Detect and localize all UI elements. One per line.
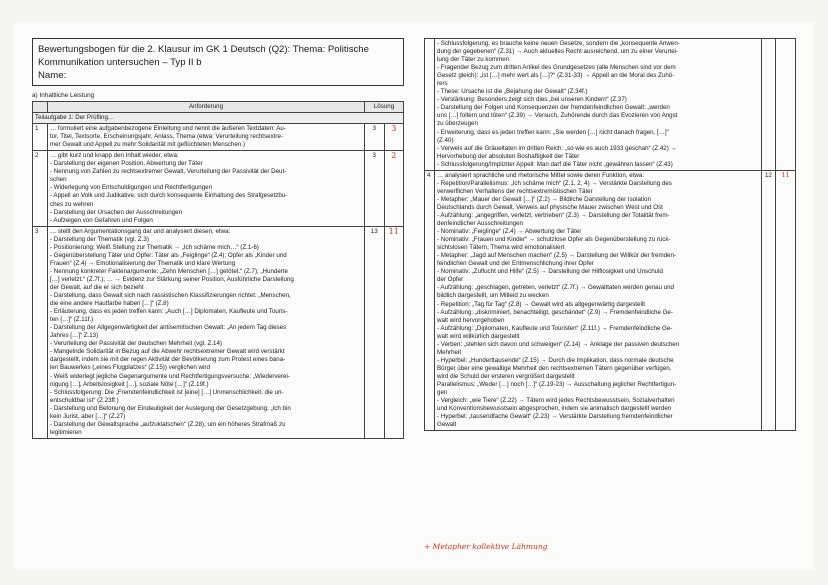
description-line: - Verurteilung der Passivität der deutschen Mehrheit (vgl. Z.14) — [50, 340, 222, 348]
title-line-2: Kommunikation untersuchen – Typ II b — [38, 57, 202, 68]
max-points — [762, 39, 776, 171]
description-line: nigung […], Arbeitslosigkeit […], soziale Nöte […]“ (Z.19f.) — [50, 380, 209, 388]
row-number: 4 — [425, 170, 435, 431]
description-line: Bürger über eine gewaltige Mehrheit den rechtsextremen Tätern gegenüber verfügen, — [437, 364, 672, 372]
max-points: 12 — [762, 170, 776, 431]
header-requirement: Anforderung — [48, 102, 365, 113]
title-box — [32, 38, 404, 86]
description-line: - Metapher: „Mauer der Gewalt […]“ (Z.2) → Bildliche Darstellung der Isolation — [437, 195, 651, 203]
grading-row — [425, 39, 796, 171]
title-line-1: Bewertungsbogen für die 2. Klausur im GK 1 Deutsch (Q2): Thema: Politische — [38, 44, 369, 55]
description-line: […] verletzt.“ (Z.7f.); … → Evidenz zur Stärkung seiner Position, Ausführliche Darstellung — [50, 275, 294, 283]
description-line: - Darstellung, dass Gewalt sich nach rassistischen Klassifizierungen richtet: „Menschen, — [50, 292, 291, 300]
max-points: 13 — [365, 226, 385, 438]
description-line: schen — [50, 176, 67, 184]
header-solution: Lösung — [365, 102, 404, 113]
max-points: 3 — [365, 151, 385, 226]
description-line: - Nominativ: „Zuflucht und Hilfe“ (Z.5) → Darstellung der Hilflosigkeit und Unschuld — [437, 268, 663, 276]
description-line: feindlichen Gewalt und der Entmenschlichung ihrer Opfer — [437, 260, 594, 268]
description-line: - Aufzählung: „geschlagen, getreten, verletzt“ (Z.7f.) → Gewalttaten werden genau und — [437, 284, 674, 292]
description-line: dargestellt, indem sie mit der regen Aktivität der Bevölkerung zum Protest eines bana- — [50, 356, 286, 364]
left-rows — [33, 124, 404, 439]
row-number: 1 — [33, 124, 48, 151]
description-line: Mehrheit — [437, 348, 462, 356]
name-label: Name: — [38, 70, 67, 81]
right-rows — [425, 39, 796, 431]
description-line: - Gegenüberstellung Täter und Opfer: Täter als „Feiglinge“ (Z.4); Opfer als „Kinder und — [50, 251, 287, 259]
description-line: - Widerlegung von Entschuldigungen und Rechtfertigungen — [50, 184, 213, 192]
row-number: 3 — [33, 226, 48, 438]
description-line: - Aufzählung: „angegriffen, verletzt, vertrieben“ (Z.3) → Darstellung der Totalität frem- — [437, 211, 670, 219]
description-line: - Hyperbel: „Hunderttausende“ (Z.15) → Durch die Implikation, dass normale deutsche — [437, 356, 674, 364]
description-line: - Erweiterung, dass es jeden treffen kann: „Sie werden […] nicht danach fragen, […]“ — [437, 128, 669, 136]
grading-row — [33, 124, 404, 151]
description-line: - Darstellung der Folgen und Konsequenzen der fremdenfeindlichen Gewalt: „werden — [437, 104, 670, 112]
description-line: - Positionierung: Weiß Stellung zur Thematik → „Ich schäme mich…“ (Z.1-6) — [50, 243, 259, 251]
description-line: - Aufzählung: „Diplomaten, Kaufleute und Touristen“ (Z.11f.) → Fremdenfeindliche Ge- — [437, 324, 673, 332]
awarded-points: 11 — [384, 226, 404, 438]
description-line: - Darstellung der Allgegenwärtigkeit der antisemitischen Gewalt: „An jedem Tag dieses — [50, 324, 287, 332]
section-label: a) Inhaltliche Leistung — [32, 92, 95, 99]
description-line: verwerflichen Verhaltens der rechtsextremistischen Täter — [437, 187, 593, 195]
description-line: Gewalt — [437, 421, 457, 429]
description-line: entschuldbar ist“ (Z.23ff.) — [50, 396, 119, 404]
description-line: - Verstärkung: Besonders zeigt sich dies „bei unseren Kindern“ (Z.37) — [437, 96, 627, 104]
description-line: - Metapher: „Jagd auf Menschen machen“ (Z.5) → Darstellung der Willkür der fremden- — [437, 252, 676, 260]
description-line: ten […]“ (Z.11f.) — [50, 316, 94, 324]
row-description — [48, 151, 365, 226]
description-line: - Appell an Volk und Judikative, sich durch konsequente Einhaltung des Strafgesetzbu- — [50, 192, 288, 200]
description-line: und Konventionsbewusstsein abgesprochen, indem sie animalisch dargestellt werden — [437, 405, 672, 413]
description-line: denfeindlicher Ausschreitungen — [437, 220, 523, 228]
description-line: Parallelismus: „Weder […] noch […]“ (Z.19-23) → Ausschaltung jeglicher Rechtfertigun- — [437, 380, 677, 388]
grading-row — [33, 226, 404, 438]
description-line: - Nominativ: „Feiglinge“ (Z.4) → Abwertung der Täter — [437, 228, 582, 236]
description-line: - Weiß widerlegt jegliche Gegenargumente und Rechtfertigungsversuche: „Wiederverei- — [50, 372, 290, 380]
description-line: wird die Schuld der ersteren vergrößert dargestellt — [437, 372, 575, 380]
description-line: - Hyperbel: „tausendfache Gewalt“ (Z.23) → Verstärkte Darstellung fremdenfeindlicher — [437, 413, 673, 421]
description-line: - Darstellung und Betonung der Eindeutigkeit der Auslegung der Gesetzgebung: „Ich bin — [50, 404, 291, 412]
row-description — [48, 226, 365, 438]
description-line: - Nominativ: „Frauen und Kinder“ → schutzlose Opfer als Gegenüberstellung zu rück- — [437, 236, 671, 244]
row-description — [435, 39, 762, 171]
description-line: Frauen“ (Z.4) → Emotionalisierung der Thematik und klare Wertung — [50, 259, 236, 267]
grading-row — [33, 151, 404, 226]
description-line: - Schlussfolgerung: es brauche keine neuen Gesetze, sondern die „konsequente Anwen- — [437, 40, 680, 47]
description-line: - Verweis auf die Gräueltaten im dritten Reich: „so wie es auch 1933 geschah“ (Z.42) → — [437, 144, 677, 152]
description-line: - Aufzählung: „diskriminiert, benachteiligt, geschändet“ (Z.9) → Fremdenfeindliche Ge- — [437, 308, 673, 316]
description-line: - Repetition/Parallelismus: „Ich schäme mich“ (Z.1, 2, 4) → Verstärkte Darstellung des — [437, 179, 672, 187]
description-line: gen — [437, 389, 448, 397]
description-line: - Fragender Bezug zum dritten Artikel des Grundgesetzes (alle Menschen sind vor dem — [437, 64, 676, 72]
description-line: Hervorhebung der absoluten Boshaftigkeit der Täter — [437, 152, 580, 160]
description-line: ches zu wehren — [50, 200, 94, 208]
description-line: dung der gegebenen“ (Z.31) → Auch aktuelles Recht ausreichend, um zu einer Verurtei- — [437, 48, 679, 56]
description-line: die eine andere Hautfarbe haben […]“ (Z.8) — [50, 300, 169, 308]
description-line: - Schlussfolgerung: Die „Fremdenfeindlichkeit ist [eine] […] Unmenschlichkeit, die un- — [50, 388, 284, 396]
description-line: uns […] foltern und töten“ (Z.39) → Versuch, Zuhörende durch das Evozieren von Angst — [437, 112, 678, 120]
grading-row — [425, 170, 796, 431]
grading-table-left — [32, 101, 404, 439]
description-line: - Erläuterung, dass es jeden treffen kann: „Auch […] Diplomaten, Kaufleute und Touris- — [50, 308, 288, 316]
row-description — [48, 124, 365, 151]
description-line: der Gewalt, auf die er sich bezieht — [50, 283, 144, 291]
description-line: … gibt kurz und knapp den Inhalt wieder, etwa: — [50, 152, 179, 160]
description-line: zu überzeugen — [437, 120, 478, 128]
description-line: walt wird willkürlich dargestellt — [437, 332, 520, 340]
description-line: mer Gewalt und Appell zu mehr Solidarität mit geflüchteten Menschen.) — [50, 141, 246, 149]
description-line: - Repetition: „Tag für Tag“ (Z.8) → Gewalt wird als allgegenwärtig dargestellt — [437, 300, 645, 308]
description-line: walt wird hervorgehoben — [437, 316, 505, 324]
description-line: len Bauwerkes („eines Flugplatzes“ (Z.15)) verglichen wird — [50, 364, 210, 372]
max-points: 3 — [365, 124, 385, 151]
description-line: - Mangelnde Solidarität in Bezug auf die Abwehr rechtsextremer Gewalt wird verstärkt — [50, 348, 285, 356]
awarded-points: 2 — [384, 151, 404, 226]
description-line: - Darstellung der eigenen Position, Abwertung der Täter — [50, 160, 203, 168]
header-num-cell — [33, 102, 48, 113]
grading-table-right — [424, 38, 796, 431]
awarded-points — [776, 39, 796, 171]
description-line: Deutschlands durch Gewalt, Verweis auf physische Mauer zwischen West und Ost — [437, 203, 663, 211]
description-line: kein Jurist, aber […]“ (Z.27) — [50, 412, 126, 420]
description-line: bildlich dargestellt, um Mitleid zu wecken — [437, 292, 549, 300]
description-line: (Z.40) — [437, 136, 454, 144]
description-line: tor, Titel, Textsorte, Erscheinungsjahr, Anlass, Thema (etwa: Verurteilung rechtsextre- — [50, 133, 283, 141]
row-number — [425, 39, 435, 171]
description-line: - Schlussfolgerung/Impliziter Appell: Man darf die Täter nicht „gewähren lassen“ (Z.43) — [437, 160, 673, 168]
description-line: lung der Täter zu kommen — [437, 56, 510, 64]
description-line: der Opfer — [437, 276, 464, 284]
description-line: - Darstellung der Thematik (vgl. Z.3) — [50, 235, 149, 243]
description-line: - Aufzeigen von Gefahren und Folgen — [50, 216, 153, 224]
description-line: - Darstellung der Ursachen der Ausschreitungen — [50, 208, 183, 216]
subtask-label: Teilaufgabe 1: Der Prüfling… — [33, 113, 404, 124]
description-line: legitimieren — [50, 428, 82, 436]
description-line: … formuliert eine aufgabenbezogene Einleitung und nennt die äußeren Textdaten: Au- — [50, 125, 286, 133]
description-line: - Darstellung der Gewaltsprache „aufzuklatschen“ (Z.28), um ein höheres Strafmaß zu — [50, 420, 286, 428]
row-description — [435, 170, 762, 431]
description-line: Jahres […]“ Z.13) — [50, 332, 99, 340]
description-line: - Nennung konkreter Faktenargumente: „Zehn Menschen […] getötet.“ (Z.7); „Hunderte — [50, 267, 288, 275]
description-line: sichtslosen Tätern, Thema wird emotionalisiert — [437, 244, 565, 252]
description-line: rers — [437, 80, 448, 88]
description-line: - Vergleich: „wie Tiere“ (Z.22) → Tätern wird jedes Rechtsbewusstsein, Sozialverhalten — [437, 397, 675, 405]
left-column — [32, 38, 404, 439]
description-line: - These: Ursache ist die „Bejahung der Gewalt“ (Z.34f.) — [437, 88, 588, 96]
description-line: - Verben: „stehlen sich davon und schweigen“ (Z.14) → Anklage der passiven deutschen — [437, 340, 680, 348]
handwritten-note: + Metapher kollektive Lähmung — [424, 542, 548, 551]
awarded-points: 11 — [776, 170, 796, 431]
row-number: 2 — [33, 151, 48, 226]
description-line: … stellt den Argumentationsgang dar und analysiert diesen, etwa: — [50, 227, 231, 235]
description-line: - Nennung von Zahlen zu rechtsextremer Gewalt, Verurteilung der Passivität der Deut- — [50, 168, 287, 176]
description-line: Gesetz gleich): „ist […] mehr wert als […]?“ (Z.31-33) → Appell an die Moral des Zuhö- — [437, 72, 675, 80]
description-line: … analysiert sprachliche und rhetorische Mittel sowie deren Funktion, etwa: — [437, 171, 645, 179]
awarded-points: 3 — [384, 124, 404, 151]
right-column — [424, 38, 796, 431]
